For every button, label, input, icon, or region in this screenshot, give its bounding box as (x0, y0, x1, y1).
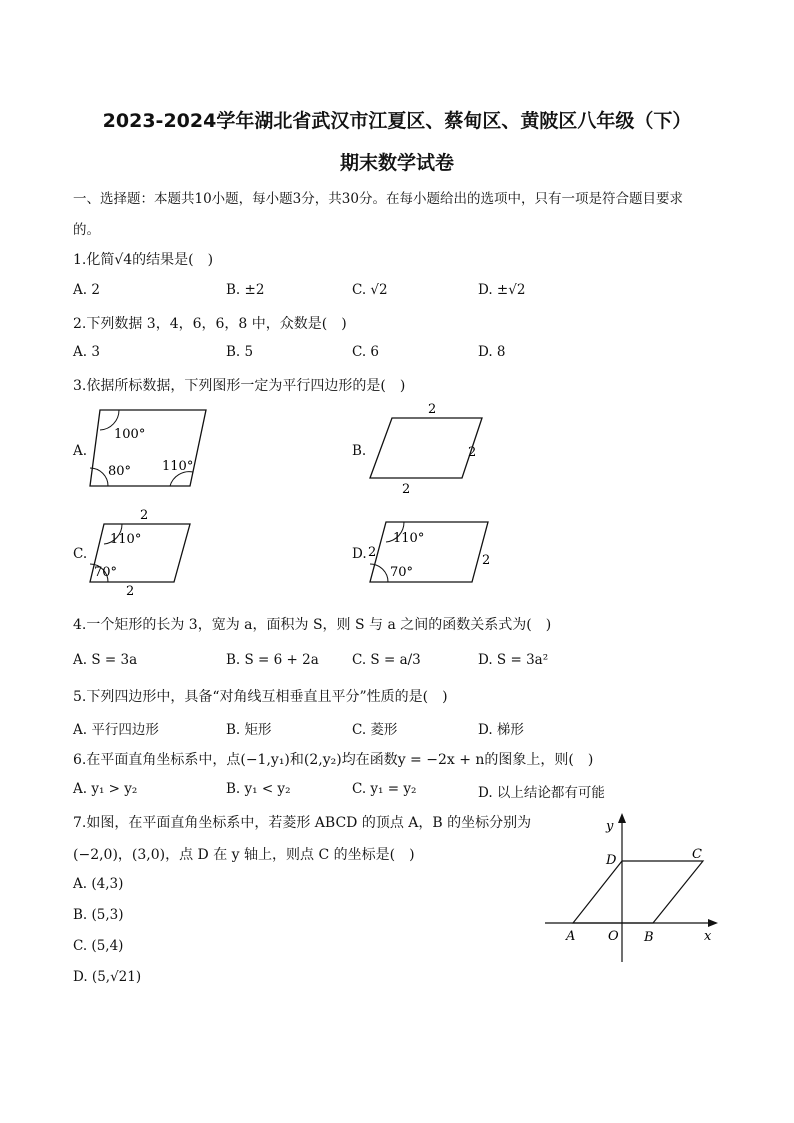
q5-option-c: C. 菱形 (352, 722, 398, 738)
question-6: 6.在平面直角坐标系中，点(−1,y₁)和(2,y₂)均在函数y = −2x + n的图象上，则( ) (73, 752, 594, 768)
title-line-2: 期末数学试卷 (339, 152, 454, 174)
q2-option-b: B. 5 (226, 344, 254, 360)
q3a-angle-110: 110° (162, 459, 194, 474)
q3a-angle-100: 100° (114, 427, 146, 442)
question-7-cont: (−2,0)，(3,0)，点 D 在 y 轴上，则点 C 的坐标是( ) (73, 847, 415, 863)
q7-option-b: B. (5,3) (73, 907, 124, 923)
q7-option-a: A. (4,3) (73, 876, 124, 892)
question-5: 5.下列四边形中，具备“对角线互相垂直且平分”性质的是( ) (73, 689, 448, 705)
q4-option-b: B. S = 6 + 2a (226, 652, 319, 668)
q3c-top-2: 2 (140, 508, 149, 523)
q3-option-b: B. (352, 443, 367, 459)
title-line-1: 2023-2024学年湖北省武汉市江夏区、蔡甸区、黄陂区八年级（下） (102, 110, 692, 132)
q3b-right-2: 2 (468, 445, 477, 460)
q7-label-a: A (566, 929, 576, 944)
q3-figure-c (86, 506, 194, 598)
q5-option-b: B. 矩形 (226, 722, 272, 738)
q3c-angle-110: 110° (110, 532, 142, 547)
q1-option-c: C. √2 (352, 282, 388, 298)
q5-option-a: A. 平行四边形 (73, 722, 159, 738)
q7-label-o: O (608, 929, 619, 944)
q7-label-y: y (606, 819, 614, 834)
q6-option-d: D. 以上结论都有可能 (478, 785, 605, 801)
q3-figure-a (86, 404, 210, 490)
section-1-heading-cont: 的。 (73, 222, 100, 238)
q4-option-d: D. S = 3a² (478, 652, 549, 668)
q6-option-c: C. y₁ = y₂ (352, 781, 417, 797)
q3d-left-2: 2 (368, 545, 377, 560)
q6-option-a: A. y₁ > y₂ (73, 781, 138, 797)
q7-label-d: D (606, 853, 617, 868)
q1-option-b: B. ±2 (226, 282, 265, 298)
q3b-top-2: 2 (428, 402, 437, 417)
q3-option-a: A. (73, 443, 88, 459)
question-7: 7.如图，在平面直角坐标系中，若菱形 ABCD 的顶点 A，B 的坐标分别为 (73, 815, 532, 831)
q7-figure (540, 808, 730, 968)
q3d-angle-110: 110° (393, 531, 425, 546)
question-4: 4.一个矩形的长为 3，宽为 a，面积为 S，则 S 与 a 之间的函数关系式为( ) (73, 617, 552, 633)
q5-option-d: D. 梯形 (478, 722, 524, 738)
q1-option-a: A. 2 (73, 282, 100, 298)
question-2: 2.下列数据 3，4，6，6，8 中，众数是( ) (73, 316, 347, 332)
q3-figure-d (366, 512, 496, 586)
q3c-bottom-2: 2 (126, 584, 135, 598)
q2-option-d: D. 8 (478, 344, 506, 360)
q7-option-c: C. (5,4) (73, 938, 124, 954)
q3-option-d: D. (352, 546, 367, 562)
q6-option-b: B. y₁ < y₂ (226, 781, 291, 797)
q3d-right-2: 2 (482, 553, 491, 568)
q2-option-c: C. 6 (352, 344, 380, 360)
q7-label-b: B (644, 930, 654, 945)
q3-option-c: C. (73, 546, 88, 562)
q4-option-a: A. S = 3a (73, 652, 138, 668)
question-1: 1.化简√4的结果是( ) (73, 252, 214, 268)
q3-figure-b (366, 400, 486, 496)
q3d-angle-70: 70° (390, 565, 414, 580)
q4-option-c: C. S = a/3 (352, 652, 421, 668)
question-3: 3.依据所标数据，下列图形一定为平行四边形的是( ) (73, 378, 406, 394)
q1-option-d: D. ±√2 (478, 282, 526, 298)
q7-label-c: C (692, 847, 702, 862)
section-1-heading: 一、选择题：本题共10小题，每小题3分，共30分。在每小题给出的选项中，只有一项是符合题目要求 (73, 191, 683, 207)
q7-label-x: x (704, 929, 712, 944)
q2-option-a: A. 3 (73, 344, 100, 360)
q7-option-d: D. (5,√21) (73, 969, 142, 985)
q3b-bottom-2: 2 (402, 482, 411, 496)
q3c-angle-70: 70° (94, 565, 118, 580)
q3a-angle-80: 80° (108, 464, 132, 479)
